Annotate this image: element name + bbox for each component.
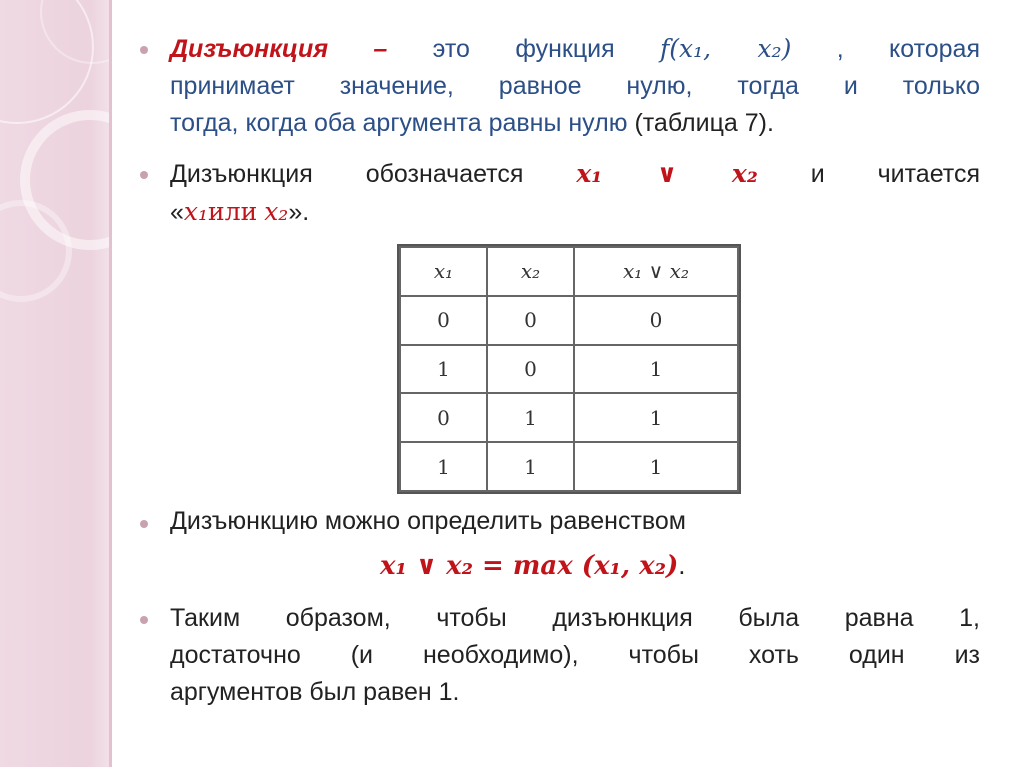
bullet-dot	[140, 46, 148, 54]
conclusion-line-2: достаточно (и необходимо), чтобы хоть один из	[170, 641, 980, 669]
conclusion-line-1: Таким образом, чтобы дизъюнкция была равна 1,	[170, 604, 980, 632]
table-row	[400, 393, 738, 442]
definition-line-2: принимает значение, равное нулю, тогда и только	[170, 72, 980, 100]
table-cell: 1	[574, 393, 738, 442]
word: Дизъюнкция	[170, 160, 313, 188]
table-cell: 0	[400, 393, 487, 442]
conclusion-line-3: аргументов был равен 1.	[170, 678, 460, 706]
definition-line-3	[170, 105, 980, 142]
table-cell: 0	[574, 296, 738, 345]
table-cell: 1	[574, 442, 738, 491]
max-formula	[380, 550, 686, 581]
word: это	[432, 35, 470, 63]
term-disjunction: Дизъюнкция	[170, 35, 329, 63]
word: функция	[515, 35, 615, 63]
definition-condition: тогда, когда оба аргумента равны нулю	[170, 109, 628, 137]
equality-paragraph: Дизъюнкцию можно определить равенством	[170, 507, 686, 535]
table-header-cell: x₂	[487, 247, 574, 296]
notation-line-2	[170, 193, 980, 231]
truth-table	[397, 244, 741, 494]
table-cell: 0	[487, 296, 574, 345]
notation-paragraph	[170, 155, 980, 231]
bullet-dot	[140, 520, 148, 528]
word: и	[810, 160, 825, 188]
definition-line-1	[170, 30, 980, 68]
bullet-dot	[140, 171, 148, 179]
bullet-dot	[140, 616, 148, 624]
table-header-cell: x₁ ∨ x₂	[574, 247, 738, 296]
table-cell: 0	[487, 345, 574, 394]
table-cell: 1	[574, 345, 738, 394]
function-notation: f(x₁, x₂)	[660, 34, 792, 63]
conclusion-paragraph	[170, 600, 980, 711]
table-header-cell: x₁	[400, 247, 487, 296]
word: читается	[877, 160, 980, 188]
table-cell: 1	[400, 345, 487, 394]
quote-close: ».	[288, 198, 310, 226]
table-cell: 1	[487, 393, 574, 442]
table-cell: 0	[400, 296, 487, 345]
table-reference: (таблица 7).	[634, 109, 774, 137]
table-header-row	[400, 247, 738, 296]
table-row	[400, 296, 738, 345]
decorative-side-band	[0, 0, 112, 767]
table-cell: 1	[400, 442, 487, 491]
table-row	[400, 442, 738, 491]
reading-x1: x₁	[183, 197, 209, 226]
definition-paragraph	[170, 30, 980, 142]
notation-line-1	[170, 155, 980, 193]
quote-open: «	[170, 198, 184, 226]
reading-x2: x₂	[264, 197, 289, 226]
disjunction-notation: x₁ ∨ x₂	[576, 159, 758, 188]
table-row	[400, 345, 738, 394]
table-cell: 1	[487, 442, 574, 491]
reading-or: или	[208, 197, 258, 226]
term-dash: –	[373, 35, 388, 63]
formula-text: x₁ ∨ x₂ = max (x₁, x₂)	[380, 551, 679, 581]
formula-period: .	[678, 550, 686, 580]
word: обозначается	[365, 160, 524, 188]
word: , которая	[836, 35, 980, 63]
